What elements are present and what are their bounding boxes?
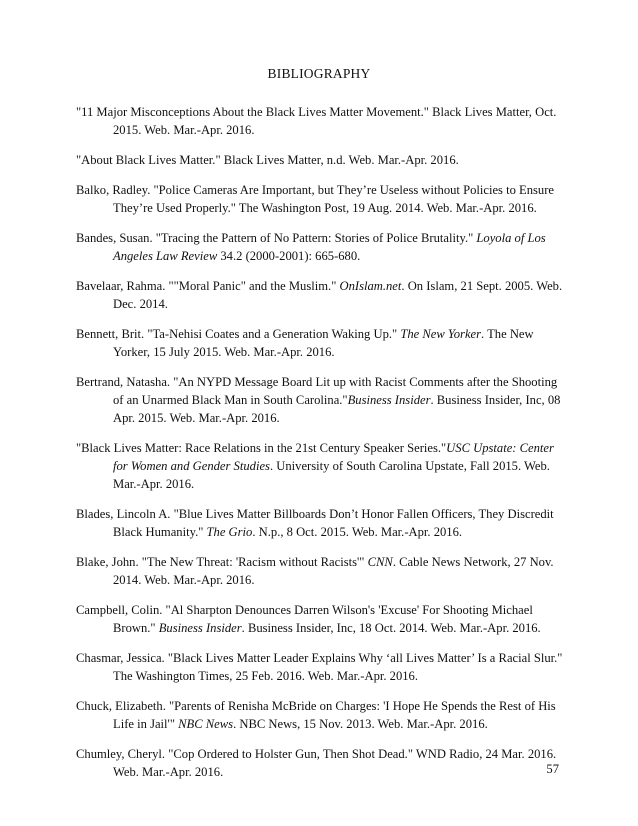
- entry-source-title: Business Insider: [158, 621, 242, 635]
- entry-text: Chumley, Cheryl. "Cop Ordered to Holster Gun, Then Shot Dead." WND Radio, 24 Mar. 2016. Web. Mar.-Apr. 2016.: [76, 747, 557, 779]
- entry-source-title: OnIslam.net: [339, 279, 402, 293]
- entry-text: Campbell, Colin. "Al Sharpton Denounces Darren Wilson's 'Excuse' For Shooting Michael Brown.": [76, 603, 533, 635]
- bibliography-entry: [76, 103, 564, 139]
- entry-text: Blades, Lincoln A. "Blue Lives Matter Billboards Don’t Honor Fallen Officers, They Discredit Black Humanity.": [76, 507, 554, 539]
- bibliography-entry: [76, 745, 564, 781]
- entry-text: Bavelaar, Rahma. ""Moral Panic" and the Muslim.": [76, 279, 340, 293]
- entry-text: Bandes, Susan. "Tracing the Pattern of No Pattern: Stories of Police Brutality.": [76, 231, 477, 245]
- entry-text-tail: . On Islam, 21 Sept. 2005. Web. Dec. 2014.: [113, 279, 563, 311]
- page-number: 57: [546, 762, 559, 776]
- bibliography-entry: [76, 649, 564, 685]
- entry-text-tail: 34.2 (2000-2001): 665-680.: [217, 249, 361, 263]
- bibliography-list: [76, 103, 564, 793]
- entry-text: "11 Major Misconceptions About the Black Lives Matter Movement." Black Lives Matter, Oct. 2015. Web. Mar.-Apr. 2016.: [76, 105, 557, 137]
- bibliography-entry: [76, 505, 564, 541]
- bibliography-entry: [76, 181, 564, 217]
- entry-source-title: The Grio: [206, 525, 253, 539]
- entry-text: "Black Lives Matter: Race Relations in the 21st Century Speaker Series.": [76, 441, 447, 455]
- entry-text-tail: . Business Insider, Inc, 08 Apr. 2015. Web. Mar.-Apr. 2016.: [113, 393, 561, 425]
- bibliography-entry: [76, 553, 564, 589]
- entry-text-tail: . NBC News, 15 Nov. 2013. Web. Mar.-Apr. 2016.: [233, 717, 488, 731]
- bibliography-entry: [76, 229, 564, 265]
- entry-text: Chuck, Elizabeth. "Parents of Renisha McBride on Charges: 'I Hope He Spends the Rest of His Life in Jail'": [76, 699, 556, 731]
- entry-text: Bertrand, Natasha. "An NYPD Message Board Lit up with Racist Comments after the Shooting of an Unarmed Black Man in South Carolina.": [76, 375, 558, 407]
- entry-source-title: USC Upstate: Center for Women and Gender Studies: [113, 441, 554, 473]
- bibliography-entry: [76, 277, 564, 313]
- entry-text-tail: . N.p., 8 Oct. 2015. Web. Mar.-Apr. 2016.: [252, 525, 463, 539]
- entry-source-title: CNN: [367, 555, 393, 569]
- entry-text-tail: . The New Yorker, 15 July 2015. Web. Mar.-Apr. 2016.: [113, 327, 534, 359]
- entry-text-tail: . Business Insider, Inc, 18 Oct. 2014. Web. Mar.-Apr. 2016.: [241, 621, 541, 635]
- page-heading: BIBLIOGRAPHY: [267, 66, 371, 81]
- bibliography-entry: [76, 373, 564, 427]
- entry-source-title: The New Yorker: [400, 327, 482, 341]
- entry-text: Bennett, Brit. "Ta-Nehisi Coates and a Generation Waking Up.": [76, 327, 401, 341]
- bibliography-entry: [76, 151, 564, 169]
- entry-source-title: Business Insider: [347, 393, 431, 407]
- bibliography-entry: [76, 325, 564, 361]
- entry-text-tail: . Cable News Network, 27 Nov. 2014. Web. Mar.-Apr. 2016.: [113, 555, 554, 587]
- bibliography-entry: [76, 601, 564, 637]
- entry-text: Balko, Radley. "Police Cameras Are Important, but They’re Useless without Policies to Ensure They’re Used Properly." The Washington Post, 19 Aug. 2014. Web. Mar.-Apr. 2016.: [76, 183, 555, 215]
- bibliography-entry: [76, 697, 564, 733]
- entry-text-tail: . University of South Carolina Upstate, Fall 2015. Web. Mar.-Apr. 2016.: [113, 459, 550, 491]
- entry-source-title: NBC News: [178, 717, 234, 731]
- entry-text: Chasmar, Jessica. "Black Lives Matter Leader Explains Why ‘all Lives Matter’ Is a Racial Slur." The Washington Times, 25 Feb. 2016. Web. Mar.-Apr. 2016.: [76, 651, 563, 683]
- bibliography-entry: [76, 439, 564, 493]
- entry-source-title: Loyola of Los Angeles Law Review: [113, 231, 546, 263]
- entry-text: Blake, John. "The New Threat: 'Racism without Racists'": [76, 555, 368, 569]
- entry-text: "About Black Lives Matter." Black Lives Matter, n.d. Web. Mar.-Apr. 2016.: [76, 153, 459, 167]
